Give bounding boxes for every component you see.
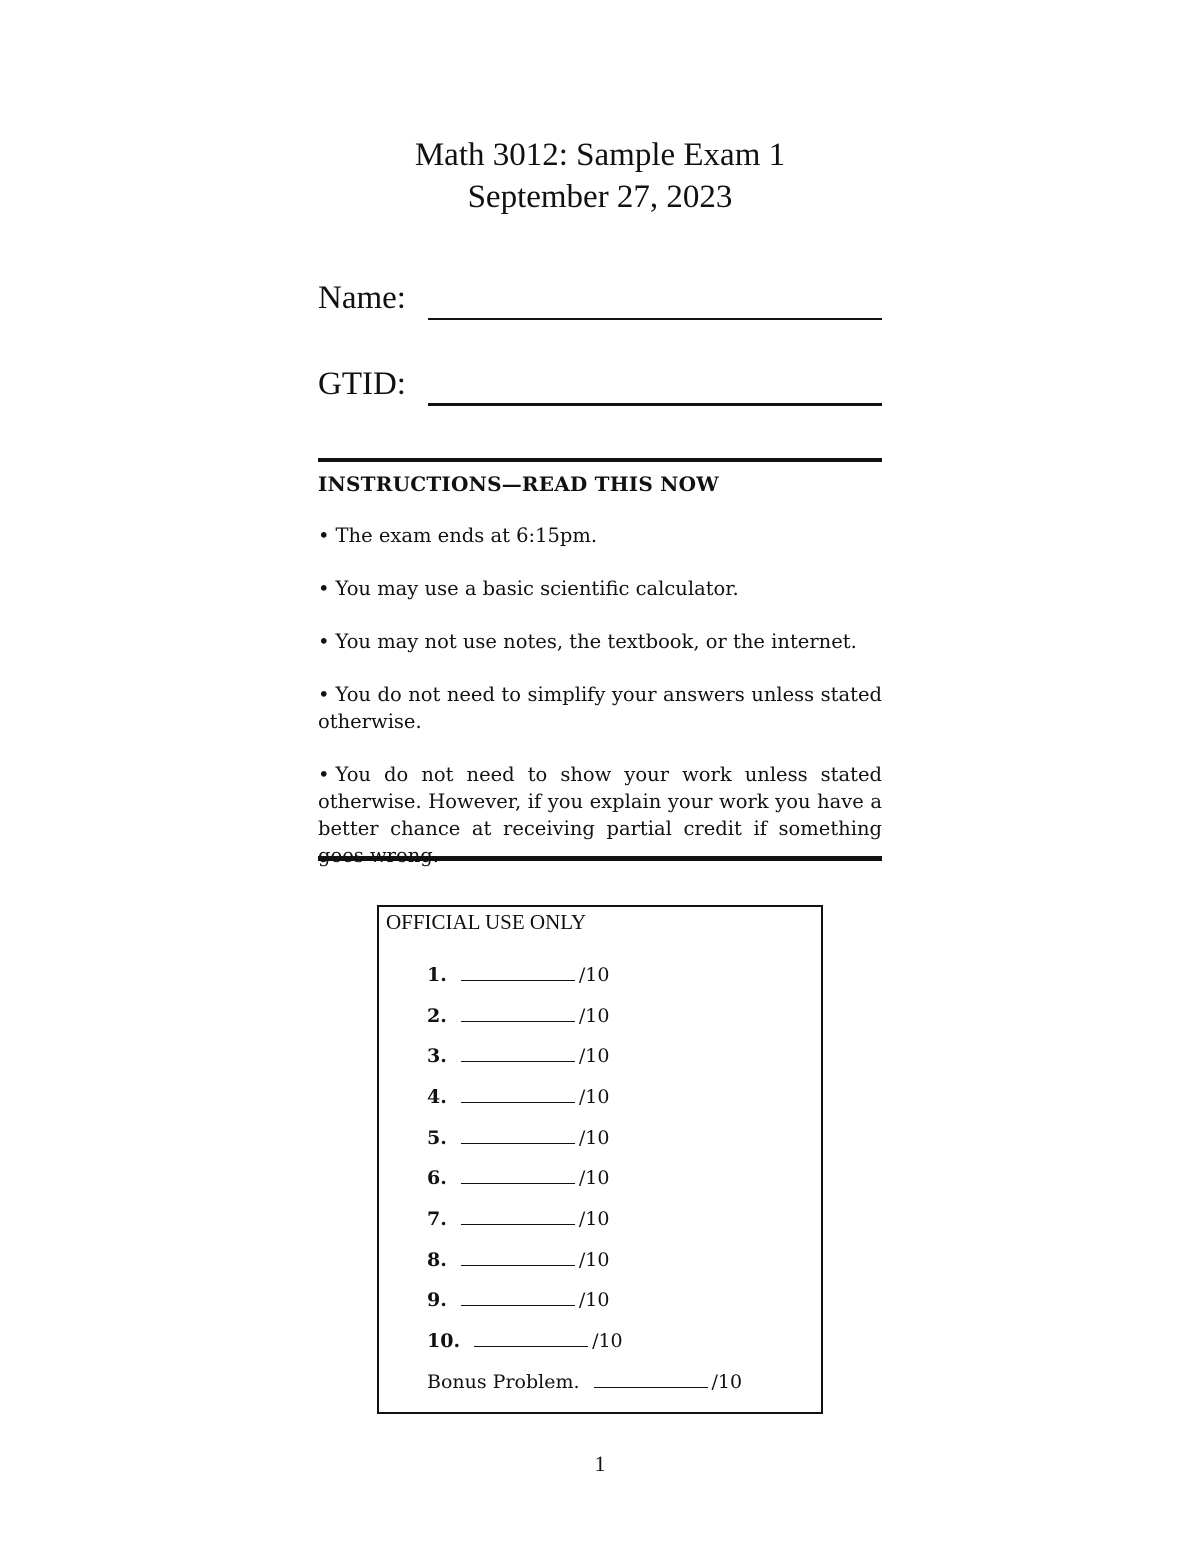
instructions-top-rule [318,458,882,462]
instruction-text: The exam ends at 6:15pm. [335,524,598,547]
instruction-item [318,575,882,602]
score-blank-line[interactable] [461,960,575,981]
instructions-list [318,522,882,869]
score-blank-line[interactable] [461,1041,575,1062]
score-blank-line[interactable] [461,1245,575,1266]
score-max: /10 [578,1249,610,1271]
instructions-section [318,466,882,869]
instruction-text: You may use a basic scientific calculator. [335,577,739,600]
score-label: 4. [427,1086,447,1108]
score-row-8 [427,1245,609,1275]
score-label: 5. [427,1127,447,1149]
bullet-icon: • [318,630,330,653]
score-label: 10. [427,1330,461,1352]
name-blank-line[interactable] [428,318,882,320]
score-row-10 [427,1326,623,1356]
score-blank-line[interactable] [461,1163,575,1184]
instruction-text: You do not need to simplify your answers unless stated otherwise. [318,683,882,733]
score-row-4 [427,1082,609,1112]
instruction-item [318,628,882,655]
gtid-blank-line[interactable] [428,403,882,406]
official-use-title: OFFICIAL USE ONLY [386,910,587,934]
score-label: 3. [427,1045,447,1067]
score-max: /10 [578,1127,610,1149]
page-number: 1 [594,1451,606,1476]
score-blank-line[interactable] [461,1123,575,1144]
gtid-label: GTID: [318,366,406,402]
name-field[interactable] [318,278,882,322]
score-blank-line[interactable] [461,1001,575,1022]
score-max: /10 [578,1086,610,1108]
score-row-1 [427,960,609,990]
score-max: /10 [592,1330,623,1352]
official-use-box [377,905,823,1414]
score-blank-line[interactable] [461,1082,575,1103]
score-max: /10 [578,1208,610,1230]
exam-title: Math 3012: Sample Exam 1 [414,137,786,173]
score-blank-line[interactable] [461,1204,575,1225]
score-max: /10 [711,1371,743,1393]
score-label: 6. [427,1167,447,1189]
score-max: /10 [578,1005,610,1027]
score-row-6 [427,1163,609,1193]
instruction-text: You may not use notes, the textbook, or the internet. [335,630,857,653]
score-label: 2. [427,1005,447,1027]
instruction-item [318,681,882,735]
score-blank-line[interactable] [594,1367,708,1388]
bullet-icon: • [318,577,330,600]
score-label: 7. [427,1208,447,1230]
score-max: /10 [578,1167,610,1189]
score-row-7 [427,1204,609,1234]
exam-date: September 27, 2023 [467,179,733,215]
bullet-icon: • [318,763,330,786]
score-label: 9. [427,1289,447,1311]
instructions-heading: INSTRUCTIONS—READ THIS NOW [318,472,719,496]
score-label: 1. [427,964,447,986]
score-label: 8. [427,1249,447,1271]
score-row-3 [427,1041,609,1071]
score-row-bonus [427,1367,742,1397]
score-max: /10 [578,1289,610,1311]
instruction-text: You do not need to show your work unless stated otherwise. However, if you explain your work you have a better chance at receiving partial credit if something [318,763,882,840]
score-row-9 [427,1285,609,1315]
instructions-bottom-rule [318,856,882,861]
score-label: Bonus Problem. [427,1371,580,1393]
score-blank-line[interactable] [461,1285,575,1306]
score-max: /10 [578,964,610,986]
name-label: Name: [318,280,406,316]
gtid-field[interactable] [318,364,882,408]
score-row-5 [427,1123,609,1153]
bullet-icon: • [318,683,330,706]
score-blank-line[interactable] [474,1326,588,1347]
instruction-item [318,761,882,869]
instruction-item [318,522,882,549]
score-row-2 [427,1001,609,1031]
score-max: /10 [578,1045,610,1067]
bullet-icon: • [318,524,330,547]
